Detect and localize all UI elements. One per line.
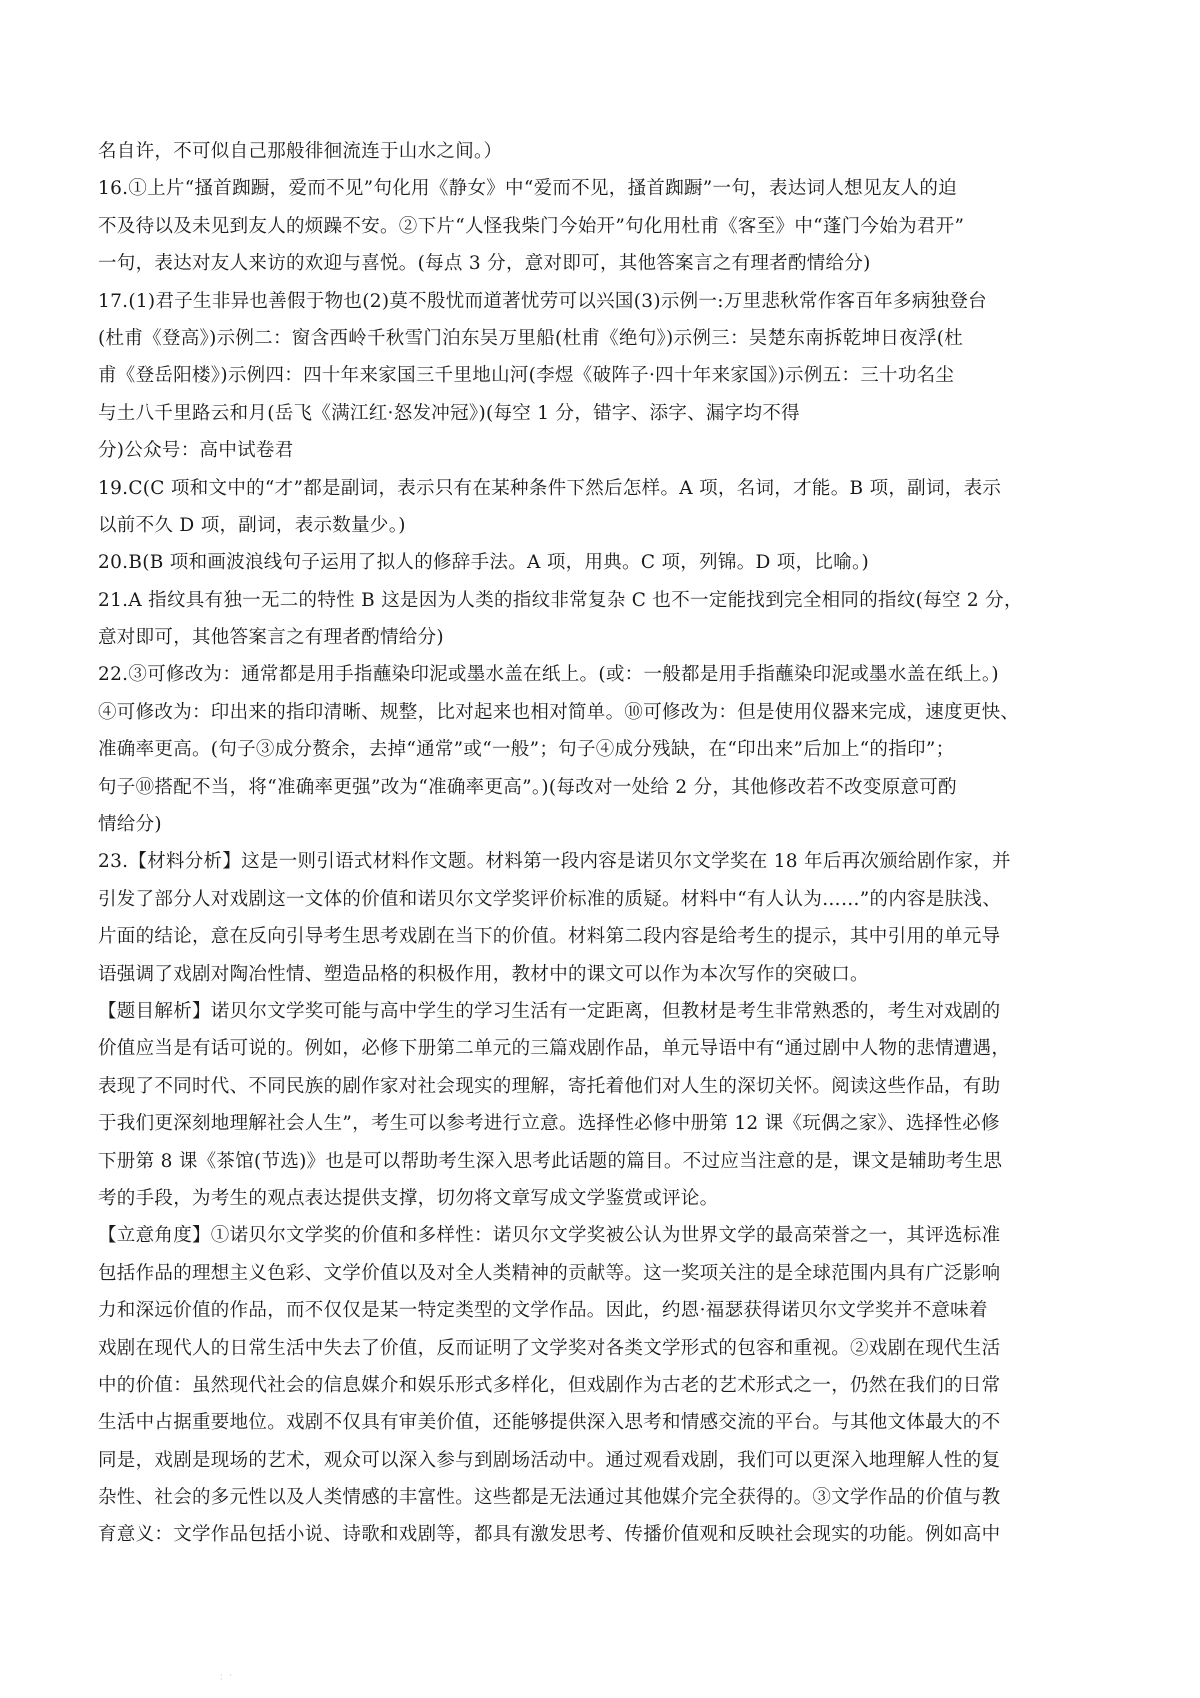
text-line: 名自许，不可似自己那般徘徊流连于山水之间。）: [98, 141, 503, 162]
text-line: 中的价值：虽然现代社会的信息媒介和娱乐形式多样化，但戏剧作为古老的艺术形式之一，仍然在我们的日常: [98, 1374, 1001, 1396]
text-line: ④可修改为：印出来的指印清晰、规整，比对起来也相对简单。⑩可修改为：但是使用仪器来完成，速度更快、: [98, 701, 1020, 723]
text-line: 价值应当是有话可说的。例如，必修下册第二单元的三篇戏剧作品，单元导语中有“通过剧中人物的悲情遭遇，: [98, 1038, 1011, 1060]
text-line: 意对即可，其他答案言之有理者酌情给分): [98, 627, 444, 649]
text-line: 生活中占据重要地位。戏剧不仅具有审美价值，还能够提供深入思考和情感交流的平台。与其他文体最大的不: [98, 1412, 1001, 1434]
text-line: 甫《登岳阳楼》)示例四：四十年来家国三千里地山河(李煜《破阵子·四十年来家国》)示例五：三十功名尘: [98, 365, 955, 387]
text-line: 与土八千里路云和月(岳飞《满江红·怒发冲冠》)(每空 1 分，错字、添字、漏字均不得: [98, 402, 800, 424]
text-line: 戏剧在现代人的日常生活中失去了价值，反而证明了文学奖对各类文学形式的包容和重视。②戏剧在现代生活: [98, 1337, 1001, 1359]
text-line: 17.(1)君子生非异也善假于物也(2)莫不殷忧而道著忧劳可以兴国(3)示例一:万里悲秋常作客百年多病独登台: [98, 290, 987, 312]
text-line: 准确率更高。(句子③成分赘余，去掉“通常”或“一般”；句子④成分残缺，在“印出来”后加上“的指印”；: [98, 739, 955, 761]
text-line: 不及待以及未见到友人的烦躁不安。②下片“人怪我柴门今始开”句化用杜甫《客至》中“蓬门今始为君开”: [98, 215, 965, 237]
text-line: 包括作品的理想主义色彩、文学价值以及对全人类精神的贡献等。这一奖项关注的是全球范围内具有广泛影响: [98, 1262, 1001, 1284]
text-line: 考的手段，为考生的观点表达提供支撑，切勿将文章写成文学鉴赏或评论。: [98, 1187, 719, 1209]
footer-mark: · · ·: [220, 1671, 234, 1684]
text-line: 以前不久 D 项，副词，表示数量少。): [98, 514, 406, 536]
text-line: 23.【材料分析】这是一则引语式材料作文题。材料第一段内容是诺贝尔文学奖在 18 年后再次颁给剧作家，并: [98, 851, 1011, 873]
text-line: 16.①上片“搔首踟蹰，爱而不见”句化用《静女》中“爱而不见，搔首踟蹰”一句，表达词人想见友人的迫: [98, 178, 957, 200]
text-line: 引发了部分人对戏剧这一文体的价值和诺贝尔文学奖评价标准的质疑。材料中“有人认为……”的内容是肤浅、: [98, 888, 1002, 910]
text-line: 21.A 指纹具有独一无二的特性 B 这是因为人类的指纹非常复杂 C 也不一定能找到完全相同的指纹(每空 2 分，: [98, 589, 1023, 611]
text-line: 19.C(C 项和文中的“才”都是副词，表示只有在某种条件下然后怎样。A 项，名词，才能。B 项，副词，表示: [98, 477, 1002, 499]
text-line: 22.③可修改为：通常都是用手指蘸染印泥或墨水盖在纸上。(或：一般都是用手指蘸染印泥或墨水盖在纸上。): [98, 664, 999, 686]
text-line: 语强调了戏剧对陶冶性情、塑造品格的积极作用，教材中的课文可以作为本次写作的突破口。: [98, 963, 869, 985]
text-line: 下册第 8 课《茶馆(节选)》也是可以帮助考生深入思考此话题的篇目。不过应当注意的是，课文是辅助考生思: [98, 1150, 1003, 1172]
text-line: 句子⑩搭配不当，将“准确率更强”改为“准确率更高”。)(每改对一处给 2 分，其他修改若不改变原意可酌: [98, 776, 957, 798]
text-line: 育意义：文学作品包括小说、诗歌和戏剧等，都具有激发思考、传播价值观和反映社会现实的功能。例如高中: [98, 1524, 1001, 1546]
text-line: 【立意角度】①诺贝尔文学奖的价值和多样性：诺贝尔文学奖被公认为世界文学的最高荣誉之一，其评选标准: [98, 1225, 1001, 1247]
text-line: 于我们更深刻地理解社会人生”，考生可以参考进行立意。选择性必修中册第 12 课《玩偶之家》、选择性必修: [98, 1113, 1000, 1135]
text-line: 同是，戏剧是现场的艺术，观众可以深入参与到剧场活动中。通过观看戏剧，我们可以更深入地理解人性的复: [98, 1449, 1001, 1471]
text-line: 【题目解析】诺贝尔文学奖可能与高中学生的学习生活有一定距离，但教材是考生非常熟悉的，考生对戏剧的: [98, 1000, 1001, 1022]
text-line: 片面的结论，意在反向引导考生思考戏剧在当下的价值。材料第二段内容是给考生的提示，其中引用的单元导: [98, 926, 1001, 948]
text-line: 20.B(B 项和画波浪线句子运用了拟人的修辞手法。A 项，用典。C 项，列锦。D 项，比喻。): [98, 552, 870, 574]
text-line: 分)公众号：高中试卷君: [98, 440, 294, 462]
text-line: 情给分): [98, 814, 162, 836]
text-line: (杜甫《登高》)示例二：窗含西岭千秋雪门泊东吴万里船(杜甫《绝句》)示例三：吴楚东南拆乾坤日夜浮(杜: [98, 327, 964, 349]
text-line: 力和深远价值的作品，而不仅仅是某一特定类型的文学作品。因此，约恩·福瑟获得诺贝尔文学奖并不意味着: [98, 1300, 988, 1322]
text-line: 杂性、社会的多元性以及人类情感的丰富性。这些都是无法通过其他媒介完全获得的。③文学作品的价值与教: [98, 1487, 1001, 1509]
text-line: 表现了不同时代、不同民族的剧作家对社会现实的理解，寄托着他们对人生的深切关怀。阅读这些作品，有助: [98, 1075, 1001, 1097]
text-line: 一句，表达对友人来访的欢迎与喜悦。(每点 3 分，意对即可，其他答案言之有理者酌情给分): [98, 253, 871, 275]
document-body: [98, 133, 1118, 1554]
